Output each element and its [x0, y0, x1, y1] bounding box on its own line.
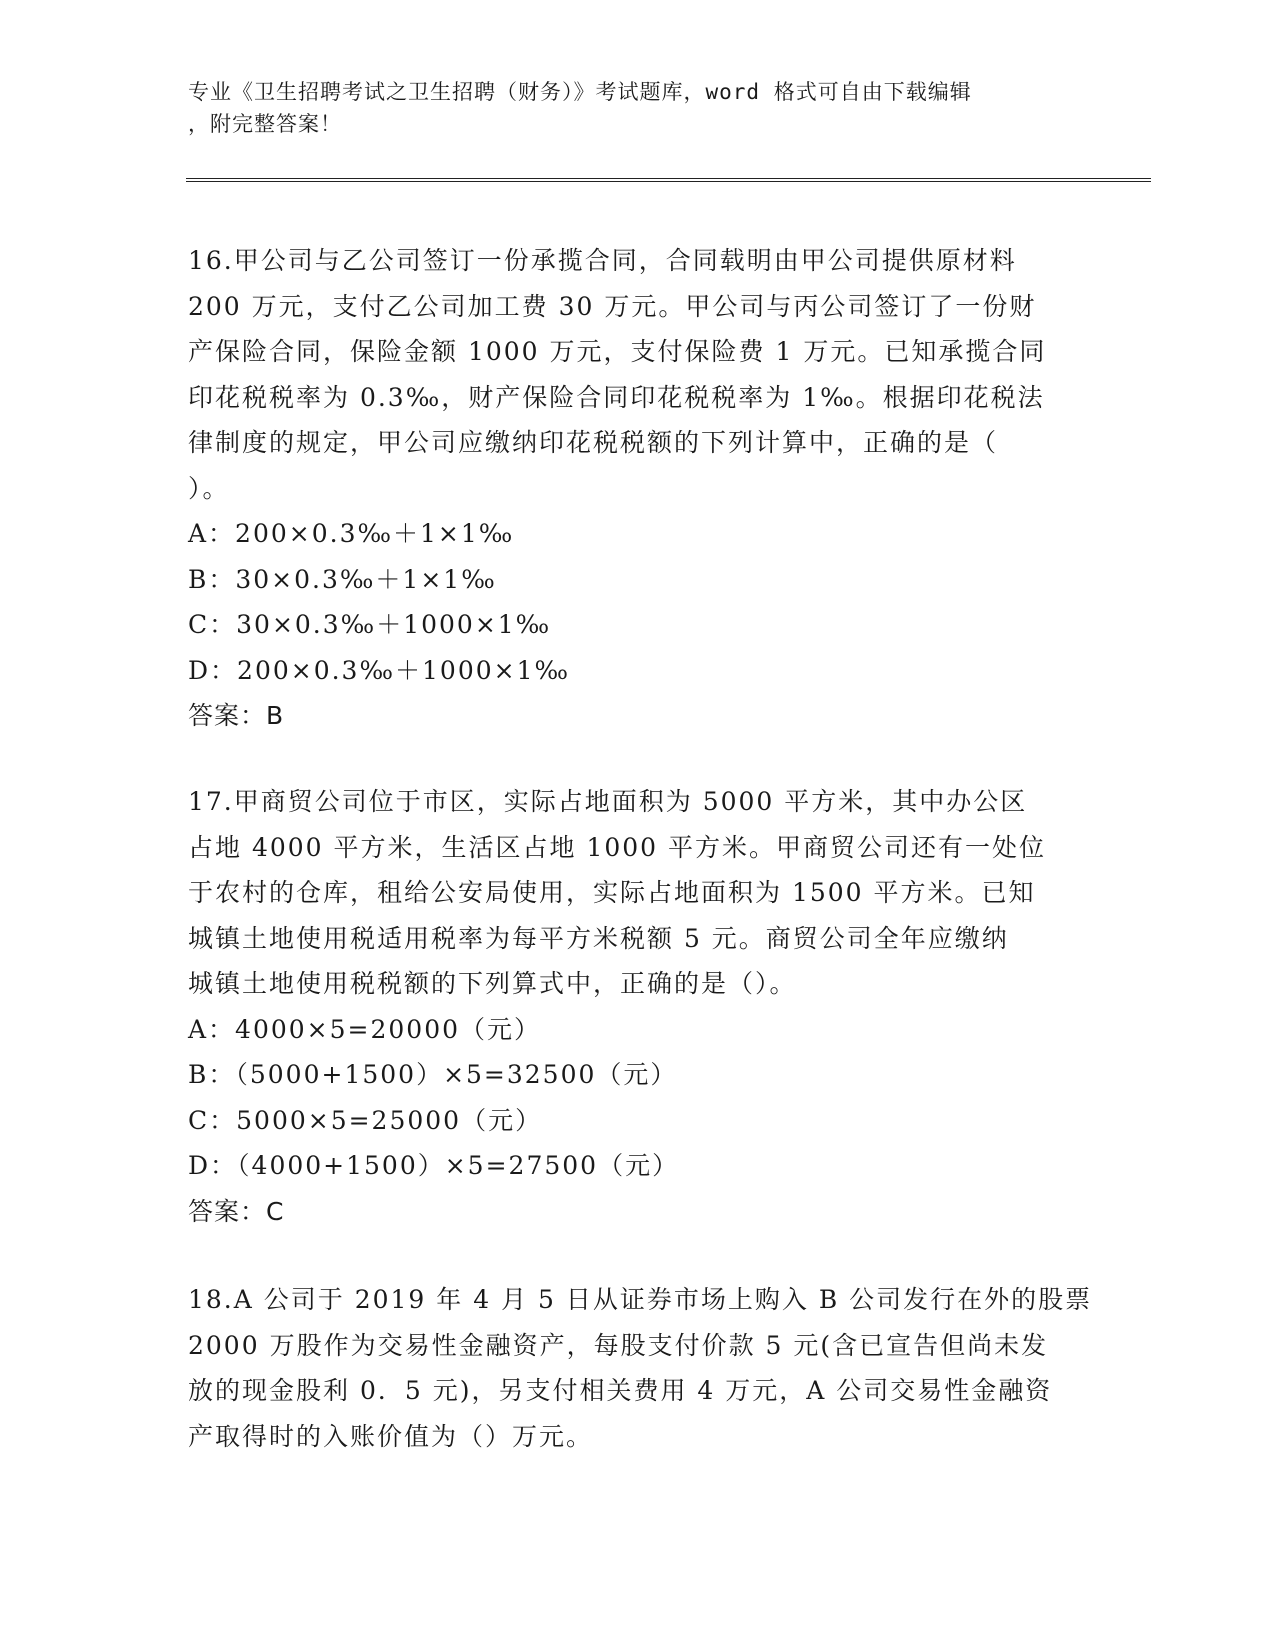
header-divider — [186, 178, 1151, 182]
question-stem-line: 17.甲商贸公司位于市区，实际占地面积为 5000 平方米，其中办公区 — [188, 787, 1028, 816]
question-17 — [188, 779, 1088, 1234]
option-b: B：（5000+1500）×5=32500（元） — [188, 1060, 678, 1089]
option-d: D：200×0.3‰＋1000×1‰ — [188, 655, 571, 685]
answer-label: 答案：C — [188, 1196, 285, 1226]
question-stem-line: 占地 4000 平方米，生活区占地 1000 平方米。甲商贸公司还有一处位 — [188, 832, 1047, 862]
option-a: A：4000×5=20000（元） — [188, 1014, 542, 1044]
question-stem-line: 2000 万股作为交易性金融资产，每股支付价款 5 元(含已宣告但尚未发 — [188, 1330, 1049, 1360]
header-line-1: 专业《卫生招聘考试之卫生招聘（财务）》考试题库，word 格式可自由下载编辑 — [188, 80, 972, 104]
page-header — [188, 76, 1088, 140]
option-c: C：30×0.3‰＋1000×1‰ — [188, 610, 552, 639]
answer-label: 答案：B — [188, 701, 285, 730]
question-stem-line: 于农村的仓库，租给公安局使用，实际占地面积为 1500 平方米。已知 — [188, 878, 1036, 907]
question-stem-line: 200 万元，支付乙公司加工费 30 万元。甲公司与丙公司签订了一份财 — [188, 291, 1037, 321]
question-stem-line: 产取得时的入账价值为（）万元。 — [188, 1421, 594, 1451]
question-stem-line: 放的现金股利 0．5 元)，另支付相关费用 4 万元，A 公司交易性金融资 — [188, 1376, 1053, 1405]
question-stem-line: 18.A 公司于 2019 年 4 月 5 日从证券市场上购入 B 公司发行在外的股票 — [188, 1285, 1093, 1314]
question-stem-line: 产保险合同，保险金额 1000 万元，支付保险费 1 万元。已知承揽合同 — [188, 337, 1047, 366]
question-18 — [188, 1277, 1093, 1459]
question-stem-line: 印花税税率为 0.3‰，财产保险合同印花税税率为 1‰。根据印花税法 — [188, 382, 1045, 412]
question-stem-line: ）。 — [188, 473, 230, 503]
question-stem-line: 城镇土地使用税税额的下列算式中，正确的是（）。 — [188, 969, 797, 998]
question-16 — [188, 238, 1088, 739]
option-a: A：200×0.3‰＋1×1‰ — [188, 519, 515, 548]
option-c: C：5000×5=25000（元） — [188, 1105, 543, 1135]
question-stem-line: 16.甲公司与乙公司签订一份承揽合同，合同载明由甲公司提供原材料 — [188, 246, 1017, 275]
question-stem-line: 城镇土地使用税适用税率为每平方米税额 5 元。商贸公司全年应缴纳 — [188, 923, 1009, 953]
option-b: B：30×0.3‰＋1×1‰ — [188, 564, 497, 594]
question-stem-line: 律制度的规定，甲公司应缴纳印花税税额的下列计算中，正确的是（ — [188, 428, 999, 457]
header-line-2: ，附完整答案！ — [188, 112, 342, 136]
option-d: D：（4000+1500）×5=27500（元） — [188, 1151, 680, 1180]
